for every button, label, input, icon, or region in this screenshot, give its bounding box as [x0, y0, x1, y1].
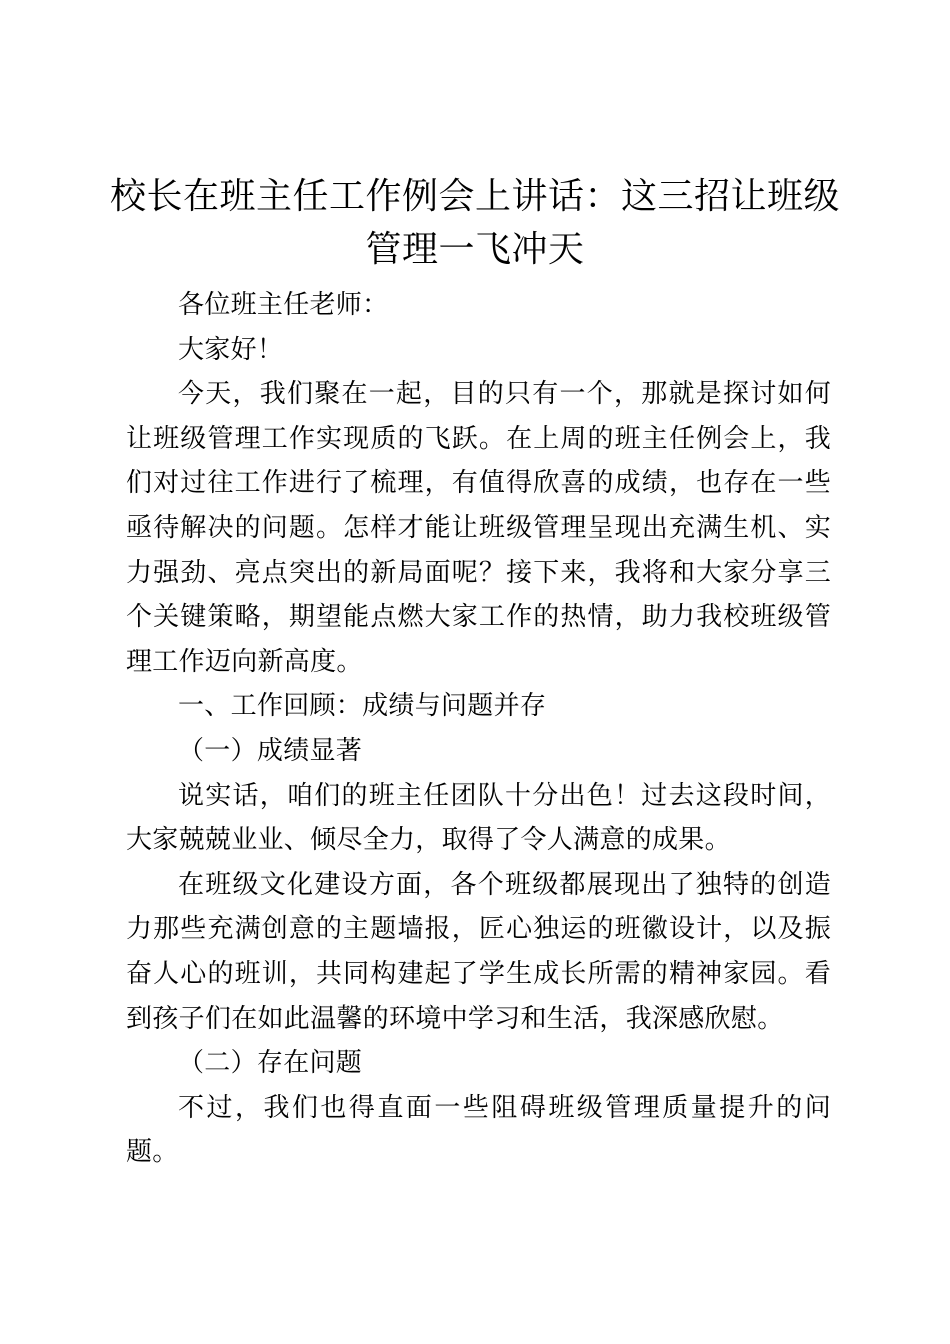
body-paragraph: 说实话，咱们的班主任团队十分出色！过去这段时间，大家兢兢业业、倾尽全力，取得了令人满意的成果。	[126, 780, 831, 856]
subsection-heading-1: （一）成绩显著	[178, 735, 363, 766]
body-paragraph: 不过，我们也得直面一些阻碍班级管理质量提升的问题。	[126, 1092, 831, 1168]
document-body	[126, 283, 831, 1175]
subsection-heading-2: （二）存在问题	[178, 1048, 363, 1079]
intro-paragraph: 今天，我们聚在一起，目的只有一个，那就是探讨如何让班级管理工作实现质的飞跃。在上周的班主任例会上，我们对过往工作进行了梳理，有值得欣喜的成绩，也存在一些亟待解决的问题。怎样才能让班级管理呈现出充满生机、实力强劲、亮点突出的新局面呢？接下来，我将和大家分享三个关键策略，期望能点燃大家工作的热情，助力我校班级管理工作迈向新高度。	[126, 379, 831, 677]
document-title: 校长在班主任工作例会上讲话：这三招让班级管理一飞冲天	[110, 176, 841, 270]
salutation: 各位班主任老师：	[178, 290, 389, 320]
greeting: 大家好！	[178, 334, 284, 365]
section-heading-1: 一、工作回顾：成绩与问题并存	[178, 691, 547, 722]
body-paragraph: 在班级文化建设方面，各个班级都展现出了独特的创造力那些充满创意的主题墙报，匠心独运的班徽设计，以及振奋人心的班训，共同构建起了学生成长所需的精神家园。看到孩子们在如此温馨的环境中学习和生活，我深感欣慰。	[126, 869, 831, 1034]
